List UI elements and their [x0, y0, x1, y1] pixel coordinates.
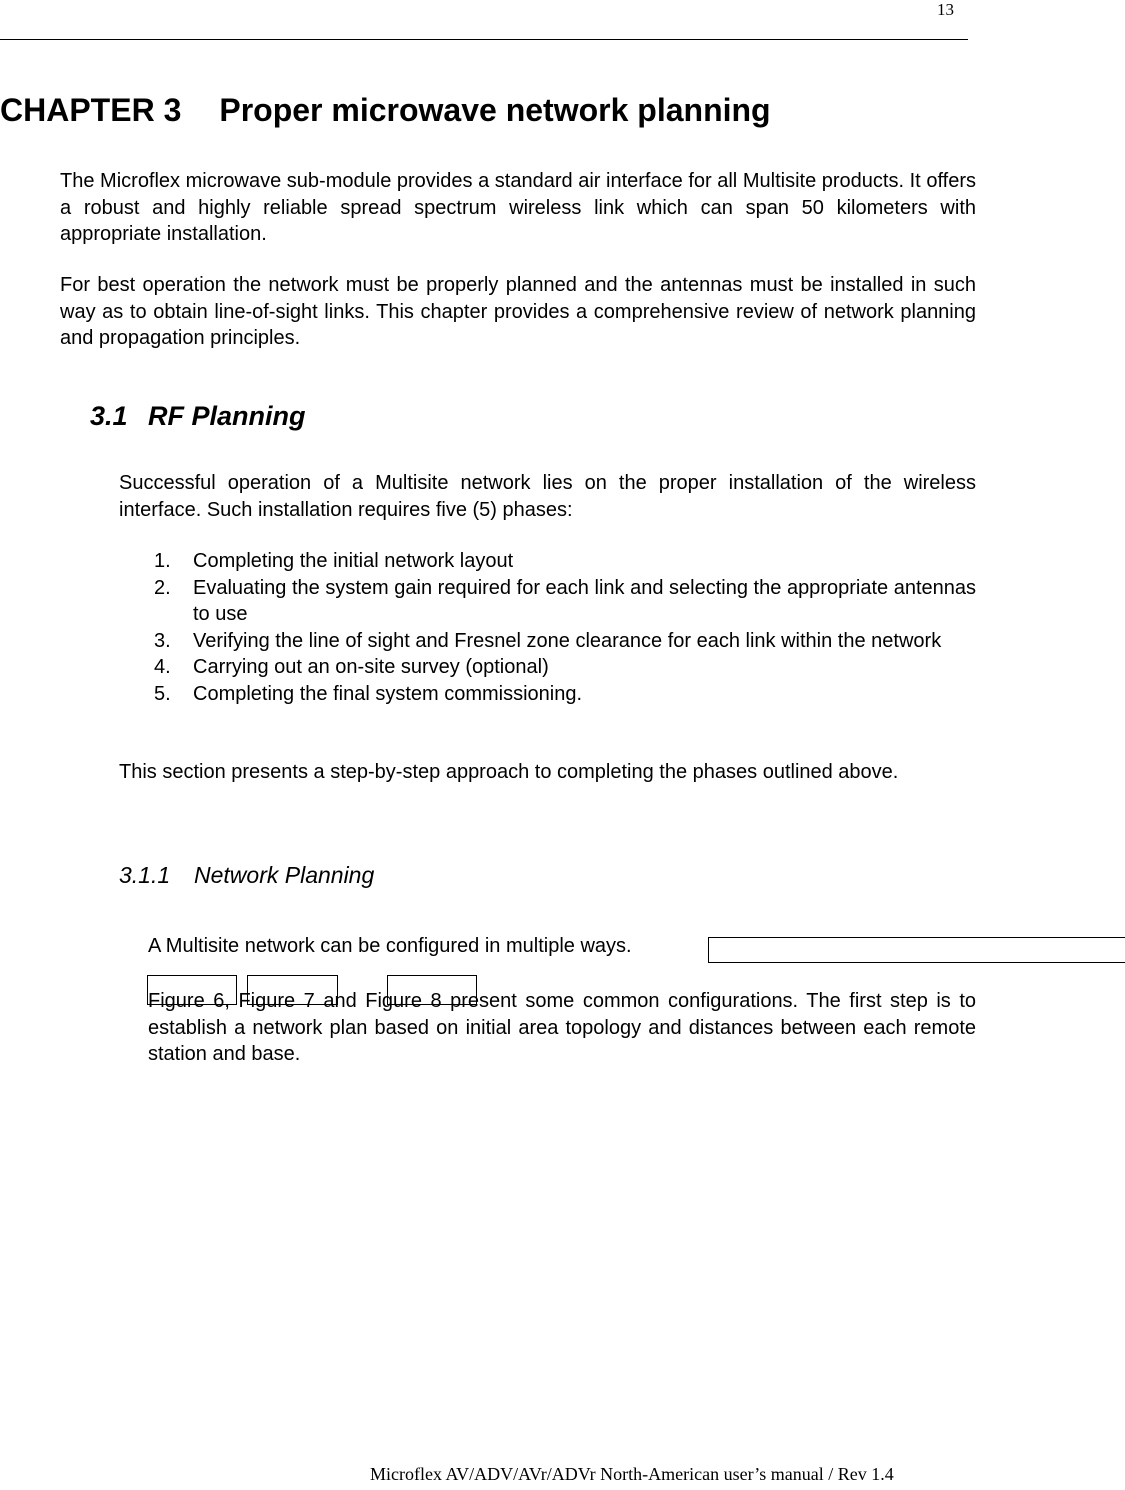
list-text: Completing the final system commissioning. — [193, 682, 583, 705]
list-text: Carrying out an on-site survey (optional) — [193, 656, 549, 678]
page-number: 13 — [937, 0, 954, 19]
list-item — [154, 654, 976, 681]
list-number: 3. — [154, 629, 171, 652]
figure-8-link[interactable]: Figure 8 — [365, 990, 442, 1012]
section-heading-3-1 — [90, 401, 306, 432]
section-title: RF Planning — [148, 401, 306, 431]
list-number: 5. — [154, 682, 171, 705]
intro-paragraph-2: For best operation the network must be properly planned and the antennas must be installed in such way as to obtain line-of-sight links. This chapter provides a comprehensive review of network planning and propagation principles. — [60, 274, 976, 349]
list-number: 1. — [154, 550, 171, 572]
figure-7-link[interactable]: Figure 7 — [238, 990, 315, 1012]
phase-list — [154, 548, 976, 707]
chapter-heading: Proper microwave network planning — [219, 92, 771, 128]
section-heading-3-1-1 — [119, 862, 374, 889]
subsection-number: 3.1.1 — [119, 862, 171, 888]
list-item — [154, 628, 976, 655]
footer-text: Microflex AV/ADV/AVr/ADVr North-American user’s manual / Rev 1.4 — [370, 1464, 894, 1484]
intro-paragraph-1: The Microflex microwave sub-module provides a standard air interface for all Multisite products. It offers a robust and highly reliable spread spectrum wireless link which can span 50 kilometers with appropriate installation. — [60, 170, 976, 245]
list-text: Completing the initial network layout — [193, 550, 514, 572]
approach-paragraph: This section presents a step-by-step approach to completing the phases outlined above. — [119, 761, 899, 783]
chapter-label: CHAPTER 3 — [0, 92, 182, 128]
paragraph-rest: present some common configurations. The first step is to establish a network plan based on initial area topology and distances between each remote station and base. — [148, 990, 977, 1065]
rf-planning-paragraph: Successful operation of a Multisite network lies on the proper installation of the wireless interface. Such installation requires five (5) phases: — [119, 472, 976, 521]
subsection-title: Network Planning — [194, 862, 375, 888]
list-item — [154, 575, 976, 628]
list-text: Verifying the line of sight and Fresnel zone clearance for each link within the network — [193, 629, 942, 652]
figure-6-link[interactable]: Figure 6 — [148, 990, 225, 1012]
list-number: 4. — [154, 656, 171, 678]
network-planning-paragraph — [148, 988, 976, 1068]
list-number: 2. — [154, 576, 171, 599]
list-item — [154, 548, 976, 575]
separator: , — [224, 990, 239, 1012]
cross-reference-box — [708, 937, 1125, 963]
separator: and — [314, 990, 366, 1012]
list-item — [154, 681, 976, 708]
list-text: Evaluating the system gain required for each link and selecting the appropriate antennas to use — [193, 576, 976, 625]
section-number: 3.1 — [90, 401, 128, 431]
network-planning-intro: A Multisite network can be configured in multiple ways. — [148, 935, 632, 957]
chapter-title — [0, 92, 771, 129]
header-rule — [0, 39, 968, 40]
